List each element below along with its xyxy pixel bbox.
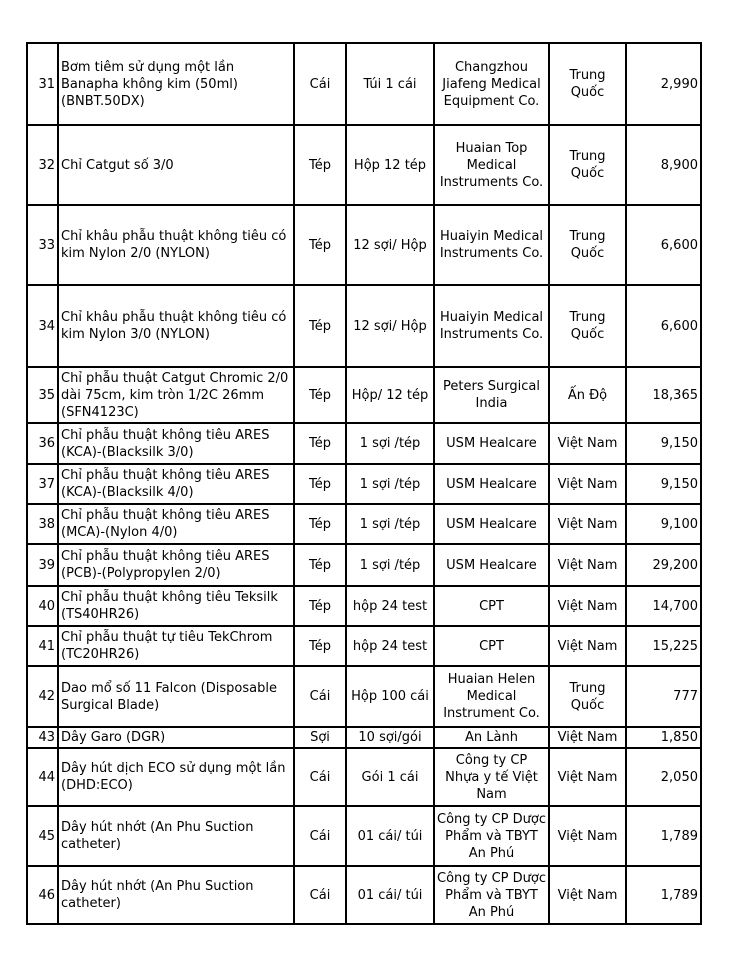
- price-cell: 777: [626, 666, 701, 727]
- row-number-cell: 45: [27, 806, 58, 866]
- row-number-cell: 43: [27, 727, 58, 748]
- table-row: [27, 464, 701, 504]
- row-number-cell: 36: [27, 423, 58, 464]
- country-cell: Trung Quốc: [549, 285, 626, 367]
- table-row: [27, 666, 701, 727]
- unit-cell: Tép: [294, 544, 346, 586]
- price-cell: 2,050: [626, 748, 701, 806]
- unit-cell: Tép: [294, 423, 346, 464]
- row-number-cell: 37: [27, 464, 58, 504]
- country-cell: Ấn Độ: [549, 367, 626, 423]
- table-row: [27, 205, 701, 285]
- manufacturer-cell: Huaiyin Medical Instruments Co.: [434, 285, 549, 367]
- item-description-cell: Chỉ phẫu thuật không tiêu ARES (KCA)-(Blacksilk 3/0): [58, 423, 294, 464]
- unit-cell: Tép: [294, 464, 346, 504]
- unit-cell: Tép: [294, 504, 346, 544]
- table-row: [27, 544, 701, 586]
- packaging-cell: Hộp 12 tép: [346, 125, 434, 205]
- packaging-cell: 01 cái/ túi: [346, 866, 434, 924]
- table-row: [27, 423, 701, 464]
- unit-cell: Sợi: [294, 727, 346, 748]
- row-number-cell: 35: [27, 367, 58, 423]
- table-row: [27, 806, 701, 866]
- country-cell: Trung Quốc: [549, 125, 626, 205]
- row-number-cell: 40: [27, 586, 58, 626]
- country-cell: Việt Nam: [549, 866, 626, 924]
- unit-cell: Cái: [294, 806, 346, 866]
- packaging-cell: 01 cái/ túi: [346, 806, 434, 866]
- manufacturer-cell: USM Healcare: [434, 544, 549, 586]
- price-cell: 9,150: [626, 423, 701, 464]
- item-description-cell: Chỉ khâu phẫu thuật không tiêu có kim Nylon 2/0 (NYLON): [58, 205, 294, 285]
- table-row: [27, 125, 701, 205]
- unit-cell: Cái: [294, 43, 346, 125]
- row-number-cell: 34: [27, 285, 58, 367]
- country-cell: Việt Nam: [549, 464, 626, 504]
- packaging-cell: 10 sợi/gói: [346, 727, 434, 748]
- price-cell: 18,365: [626, 367, 701, 423]
- price-cell: 1,850: [626, 727, 701, 748]
- item-description-cell: Chỉ phẫu thuật không tiêu ARES (MCA)-(Nylon 4/0): [58, 504, 294, 544]
- manufacturer-cell: USM Healcare: [434, 423, 549, 464]
- price-cell: 14,700: [626, 586, 701, 626]
- item-description-cell: Chỉ phẫu thuật không tiêu Teksilk (TS40HR26): [58, 586, 294, 626]
- table-body: [27, 43, 701, 924]
- table-row: [27, 367, 701, 423]
- unit-cell: Tép: [294, 586, 346, 626]
- unit-cell: Cái: [294, 666, 346, 727]
- manufacturer-cell: Huaiyin Medical Instruments Co.: [434, 205, 549, 285]
- price-cell: 15,225: [626, 626, 701, 666]
- packaging-cell: hộp 24 test: [346, 626, 434, 666]
- table-row: [27, 626, 701, 666]
- unit-cell: Cái: [294, 748, 346, 806]
- country-cell: Việt Nam: [549, 423, 626, 464]
- manufacturer-cell: Huaian Helen Medical Instrument Co.: [434, 666, 549, 727]
- unit-cell: Tép: [294, 205, 346, 285]
- table-row: [27, 866, 701, 924]
- price-cell: 6,600: [626, 205, 701, 285]
- manufacturer-cell: Công ty CP Nhựa y tế Việt Nam: [434, 748, 549, 806]
- packaging-cell: 1 sợi /tép: [346, 464, 434, 504]
- manufacturer-cell: CPT: [434, 586, 549, 626]
- item-description-cell: Dây hút nhớt (An Phu Suction catheter): [58, 806, 294, 866]
- price-cell: 29,200: [626, 544, 701, 586]
- item-description-cell: Chỉ khâu phẫu thuật không tiêu có kim Nylon 3/0 (NYLON): [58, 285, 294, 367]
- manufacturer-cell: Peters Surgical India: [434, 367, 549, 423]
- country-cell: Trung Quốc: [549, 666, 626, 727]
- manufacturer-cell: CPT: [434, 626, 549, 666]
- manufacturer-cell: Huaian Top Medical Instruments Co.: [434, 125, 549, 205]
- packaging-cell: hộp 24 test: [346, 586, 434, 626]
- row-number-cell: 33: [27, 205, 58, 285]
- table-row: [27, 748, 701, 806]
- table-row: [27, 285, 701, 367]
- item-description-cell: Chỉ phẫu thuật Catgut Chromic 2/0 dài 75cm, kim tròn 1/2C 26mm (SFN4123C): [58, 367, 294, 423]
- item-description-cell: Chỉ Catgut số 3/0: [58, 125, 294, 205]
- price-cell: 2,990: [626, 43, 701, 125]
- packaging-cell: 1 sợi /tép: [346, 504, 434, 544]
- packaging-cell: 1 sợi /tép: [346, 544, 434, 586]
- row-number-cell: 44: [27, 748, 58, 806]
- price-cell: 9,150: [626, 464, 701, 504]
- packaging-cell: Túi 1 cái: [346, 43, 434, 125]
- manufacturer-cell: Công ty CP Dược Phẩm và TBYT An Phú: [434, 866, 549, 924]
- item-description-cell: Dây hút dịch ECO sử dụng một lần (DHD:ECO): [58, 748, 294, 806]
- price-cell: 6,600: [626, 285, 701, 367]
- packaging-cell: Hộp 100 cái: [346, 666, 434, 727]
- price-cell: 8,900: [626, 125, 701, 205]
- item-description-cell: Dây Garo (DGR): [58, 727, 294, 748]
- unit-cell: Cái: [294, 866, 346, 924]
- manufacturer-cell: USM Healcare: [434, 464, 549, 504]
- country-cell: Trung Quốc: [549, 43, 626, 125]
- row-number-cell: 38: [27, 504, 58, 544]
- item-description-cell: Chỉ phẫu thuật không tiêu ARES (PCB)-(Polypropylen 2/0): [58, 544, 294, 586]
- unit-cell: Tép: [294, 367, 346, 423]
- price-cell: 1,789: [626, 806, 701, 866]
- country-cell: Việt Nam: [549, 748, 626, 806]
- item-description-cell: Dao mổ số 11 Falcon (Disposable Surgical Blade): [58, 666, 294, 727]
- row-number-cell: 42: [27, 666, 58, 727]
- country-cell: Việt Nam: [549, 727, 626, 748]
- item-description-cell: Chỉ phẫu thuật không tiêu ARES (KCA)-(Blacksilk 4/0): [58, 464, 294, 504]
- country-cell: Việt Nam: [549, 544, 626, 586]
- item-description-cell: Bơm tiêm sử dụng một lần Banapha không kim (50ml) (BNBT.50DX): [58, 43, 294, 125]
- table-row: [27, 43, 701, 125]
- row-number-cell: 31: [27, 43, 58, 125]
- row-number-cell: 41: [27, 626, 58, 666]
- manufacturer-cell: USM Healcare: [434, 504, 549, 544]
- table-row: [27, 504, 701, 544]
- packaging-cell: Gói 1 cái: [346, 748, 434, 806]
- medical-supplies-price-table: [26, 42, 702, 925]
- country-cell: Việt Nam: [549, 806, 626, 866]
- unit-cell: Tép: [294, 626, 346, 666]
- item-description-cell: Chỉ phẫu thuật tự tiêu TekChrom (TC20HR26): [58, 626, 294, 666]
- row-number-cell: 39: [27, 544, 58, 586]
- manufacturer-cell: An Lành: [434, 727, 549, 748]
- row-number-cell: 32: [27, 125, 58, 205]
- packaging-cell: 1 sợi /tép: [346, 423, 434, 464]
- country-cell: Trung Quốc: [549, 205, 626, 285]
- manufacturer-cell: Công ty CP Dược Phẩm và TBYT An Phú: [434, 806, 549, 866]
- manufacturer-cell: Changzhou Jiafeng Medical Equipment Co.: [434, 43, 549, 125]
- country-cell: Việt Nam: [549, 586, 626, 626]
- item-description-cell: Dây hút nhớt (An Phu Suction catheter): [58, 866, 294, 924]
- unit-cell: Tép: [294, 285, 346, 367]
- row-number-cell: 46: [27, 866, 58, 924]
- country-cell: Việt Nam: [549, 626, 626, 666]
- unit-cell: Tép: [294, 125, 346, 205]
- country-cell: Việt Nam: [549, 504, 626, 544]
- price-cell: 1,789: [626, 866, 701, 924]
- price-cell: 9,100: [626, 504, 701, 544]
- table-row: [27, 727, 701, 748]
- packaging-cell: 12 sợi/ Hộp: [346, 205, 434, 285]
- packaging-cell: 12 sợi/ Hộp: [346, 285, 434, 367]
- packaging-cell: Hộp/ 12 tép: [346, 367, 434, 423]
- table-row: [27, 586, 701, 626]
